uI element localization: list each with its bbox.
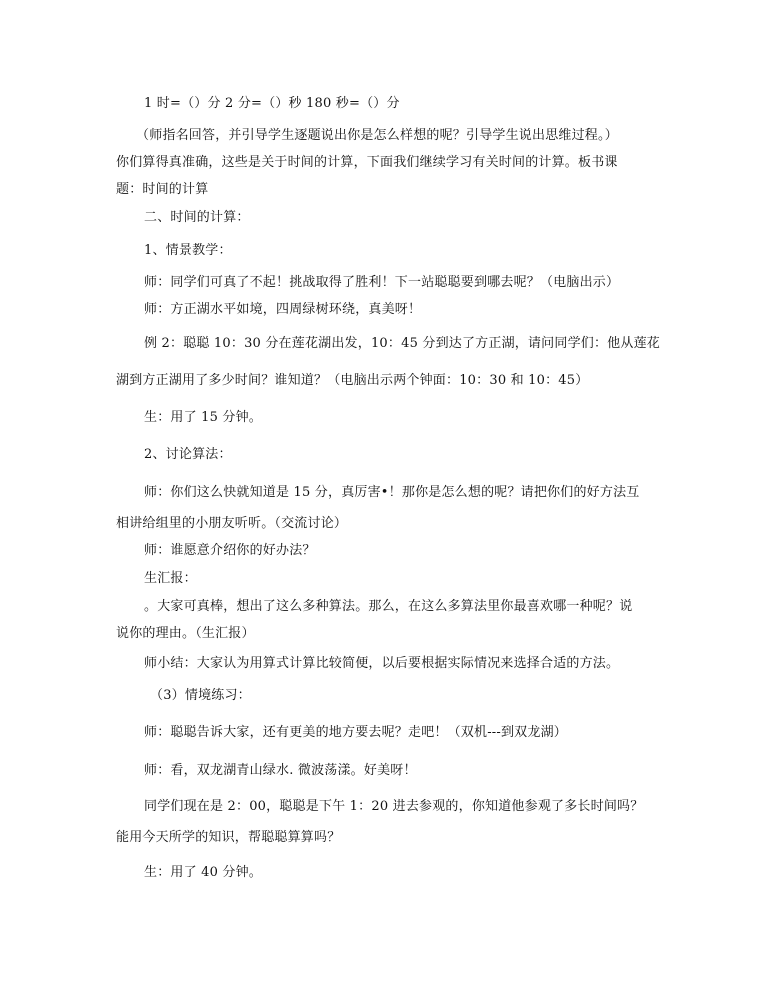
paragraph-line-14: 相讲给组里的小朋友听听。（交流讨论） [116,516,348,531]
paragraph-line-23: 同学们现在是 2：00，聪聪是下午 1：20 进去参观的，你知道他参观了多长时间吗？ [144,799,644,814]
example-line-2: 湖到方正湖用了多少时间？谁知道？（电脑出示两个钟面：10：30 和 10：45） [116,373,589,388]
paragraph-line-2: （师指名回答，并引导学生逐题说出你是怎么样想的呢？引导学生说出思维过程。） [136,128,618,143]
subsection-heading-3: （3）情境练习： [150,688,251,703]
example-line-1: 例 2：聪聪 10：30 分在莲花湖出发，10：45 分到达了方正湖，请问同学们：他从莲花 [144,336,660,351]
paragraph-line-18: 说你的理由。（生汇报） [116,626,255,641]
paragraph-line-4: 题：时间的计算 [116,182,209,197]
subsection-heading-2: 2、讨论算法： [144,447,232,462]
subsection-heading-1: 1、情景教学： [144,243,232,258]
student-answer-1: 生：用了 15 分钟。 [144,410,263,425]
paragraph-line-16: 生汇报： [144,571,197,586]
paragraph-line-7: 师：同学们可真了不起！挑战取得了胜利！下一站聪聪要到哪去呢？（电脑出示） [144,275,620,290]
paragraph-line-8: 师：方正湖水平如境，四周绿树环绕，真美呀！ [144,302,422,317]
paragraph-line-1: 1 时=（）分 2 分=（）秒 180 秒=（）分 [144,96,400,111]
paragraph-line-15: 师：谁愿意介绍你的好办法？ [144,543,316,558]
summary-line: 师小结：大家认为用算式计算比较简便，以后要根据实际情况来选择合适的方法。 [144,656,620,671]
paragraph-line-17: 。大家可真棒，想出了这么多种算法。那么，在这么多算法里你最喜欢哪一种呢？说 [144,599,633,614]
paragraph-line-22: 师：看，双龙湖青山绿水. 微波荡漾。好美呀！ [144,763,417,778]
paragraph-line-3: 你们算得真准确，这些是关于时间的计算，下面我们继续学习有关时间的计算。板书课 [116,155,618,170]
student-answer-2: 生：用了 40 分钟。 [144,865,263,880]
section-heading: 二、时间的计算： [144,210,250,225]
paragraph-line-13: 师：你们这么快就知道是 15 分，真厉害•！那你是怎么想的呢？请把你们的好方法互 [144,485,640,500]
paragraph-line-21: 师：聪聪告诉大家，还有更美的地方要去呢？走吧！（双机---到双龙湖） [144,725,567,740]
paragraph-line-24: 能用今天所学的知识，帮聪聪算算吗？ [116,830,341,845]
